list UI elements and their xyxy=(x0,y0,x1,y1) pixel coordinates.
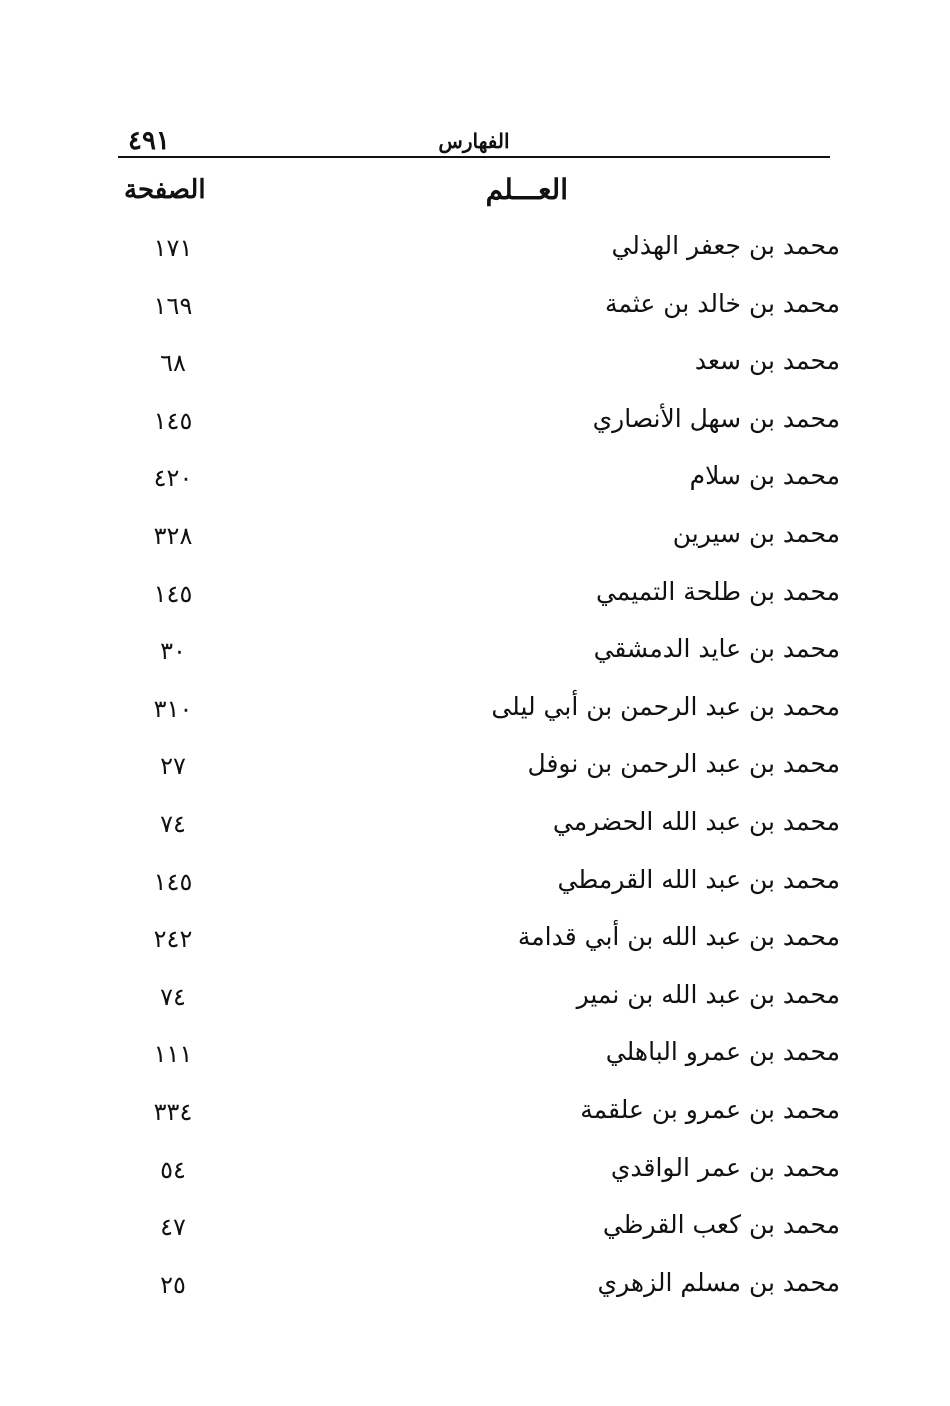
entry-name: محمد بن سهل الأنصاري xyxy=(592,403,840,433)
entry-name: محمد بن عبد الله القرمطي xyxy=(557,864,840,894)
entry-page-number: ٣٣٤ xyxy=(153,1097,193,1126)
index-entry xyxy=(118,393,840,451)
index-entry xyxy=(118,1257,840,1315)
entry-name: محمد بن خالد بن عثمة xyxy=(605,288,840,318)
entry-name: محمد بن سلام xyxy=(689,461,840,491)
index-entry xyxy=(118,1084,840,1142)
entry-name: محمد بن مسلم الزهري xyxy=(597,1267,840,1297)
index-entry xyxy=(118,1199,840,1257)
index-entry xyxy=(118,278,840,336)
index-entry xyxy=(118,220,840,278)
section-title: الفهارس xyxy=(438,129,510,153)
entry-name: محمد بن عمرو الباهلي xyxy=(605,1037,840,1067)
entry-page-number: ٣١٠ xyxy=(153,694,193,723)
page-column-header: الصفحة xyxy=(124,175,206,205)
name-column-header: العـــلم xyxy=(485,173,568,206)
index-entry xyxy=(118,738,840,796)
index-list xyxy=(118,220,840,1314)
entry-page-number: ٥٤ xyxy=(160,1155,186,1184)
entry-name: محمد بن عبد الله بن نمير xyxy=(576,979,840,1009)
index-entry xyxy=(118,911,840,969)
entry-page-number: ١٤٥ xyxy=(153,406,193,435)
entry-name: محمد بن عبد الله بن أبي قدامة xyxy=(517,922,840,952)
entry-page-number: ٣٢٨ xyxy=(153,521,193,550)
entry-page-number: ١٤٥ xyxy=(153,579,193,608)
entry-name: محمد بن كعب القرظي xyxy=(602,1210,840,1240)
index-entry xyxy=(118,335,840,393)
index-entry xyxy=(118,508,840,566)
entry-page-number: ١٤٥ xyxy=(153,867,193,896)
index-entry xyxy=(118,1142,840,1200)
entry-name: محمد بن سيرين xyxy=(672,518,840,548)
index-entry xyxy=(118,681,840,739)
index-entry xyxy=(118,450,840,508)
entry-name: محمد بن عبد الله الحضرمي xyxy=(552,806,840,836)
entry-name: محمد بن عايد الدمشقي xyxy=(593,634,840,664)
entry-page-number: ٢٥ xyxy=(160,1270,186,1299)
index-entry xyxy=(118,969,840,1027)
entry-page-number: ٤٧ xyxy=(160,1213,186,1242)
entry-page-number: ٢٧ xyxy=(160,752,186,781)
index-entry xyxy=(118,1026,840,1084)
entry-name: محمد بن طلحة التميمي xyxy=(595,576,840,606)
entry-name: محمد بن عمرو بن علقمة xyxy=(580,1094,840,1124)
entry-name: محمد بن سعد xyxy=(694,346,840,376)
entry-name: محمد بن عمر الواقدي xyxy=(610,1152,840,1182)
entry-page-number: ١٦٩ xyxy=(153,291,193,320)
index-entry xyxy=(118,566,840,624)
entry-page-number: ٧٤ xyxy=(160,982,186,1011)
entry-name: محمد بن عبد الرحمن بن نوفل xyxy=(527,749,840,779)
index-entry xyxy=(118,623,840,681)
entry-page-number: ١٧١ xyxy=(153,234,193,262)
entry-page-number: ١١١ xyxy=(153,1040,193,1069)
entry-page-number: ٧٤ xyxy=(160,809,186,838)
entry-page-number: ٢٤٢ xyxy=(153,925,193,954)
page-number: ٤٩١ xyxy=(128,126,170,156)
entry-page-number: ٣٠ xyxy=(160,637,186,666)
entry-page-number: ٤٢٠ xyxy=(153,464,193,493)
entry-page-number: ٦٨ xyxy=(160,349,186,378)
entry-name: محمد بن عبد الرحمن بن أبي ليلى xyxy=(491,691,840,721)
running-header xyxy=(118,126,830,158)
index-entry xyxy=(118,796,840,854)
index-entry xyxy=(118,854,840,912)
entry-name: محمد بن جعفر الهذلي xyxy=(611,231,840,260)
